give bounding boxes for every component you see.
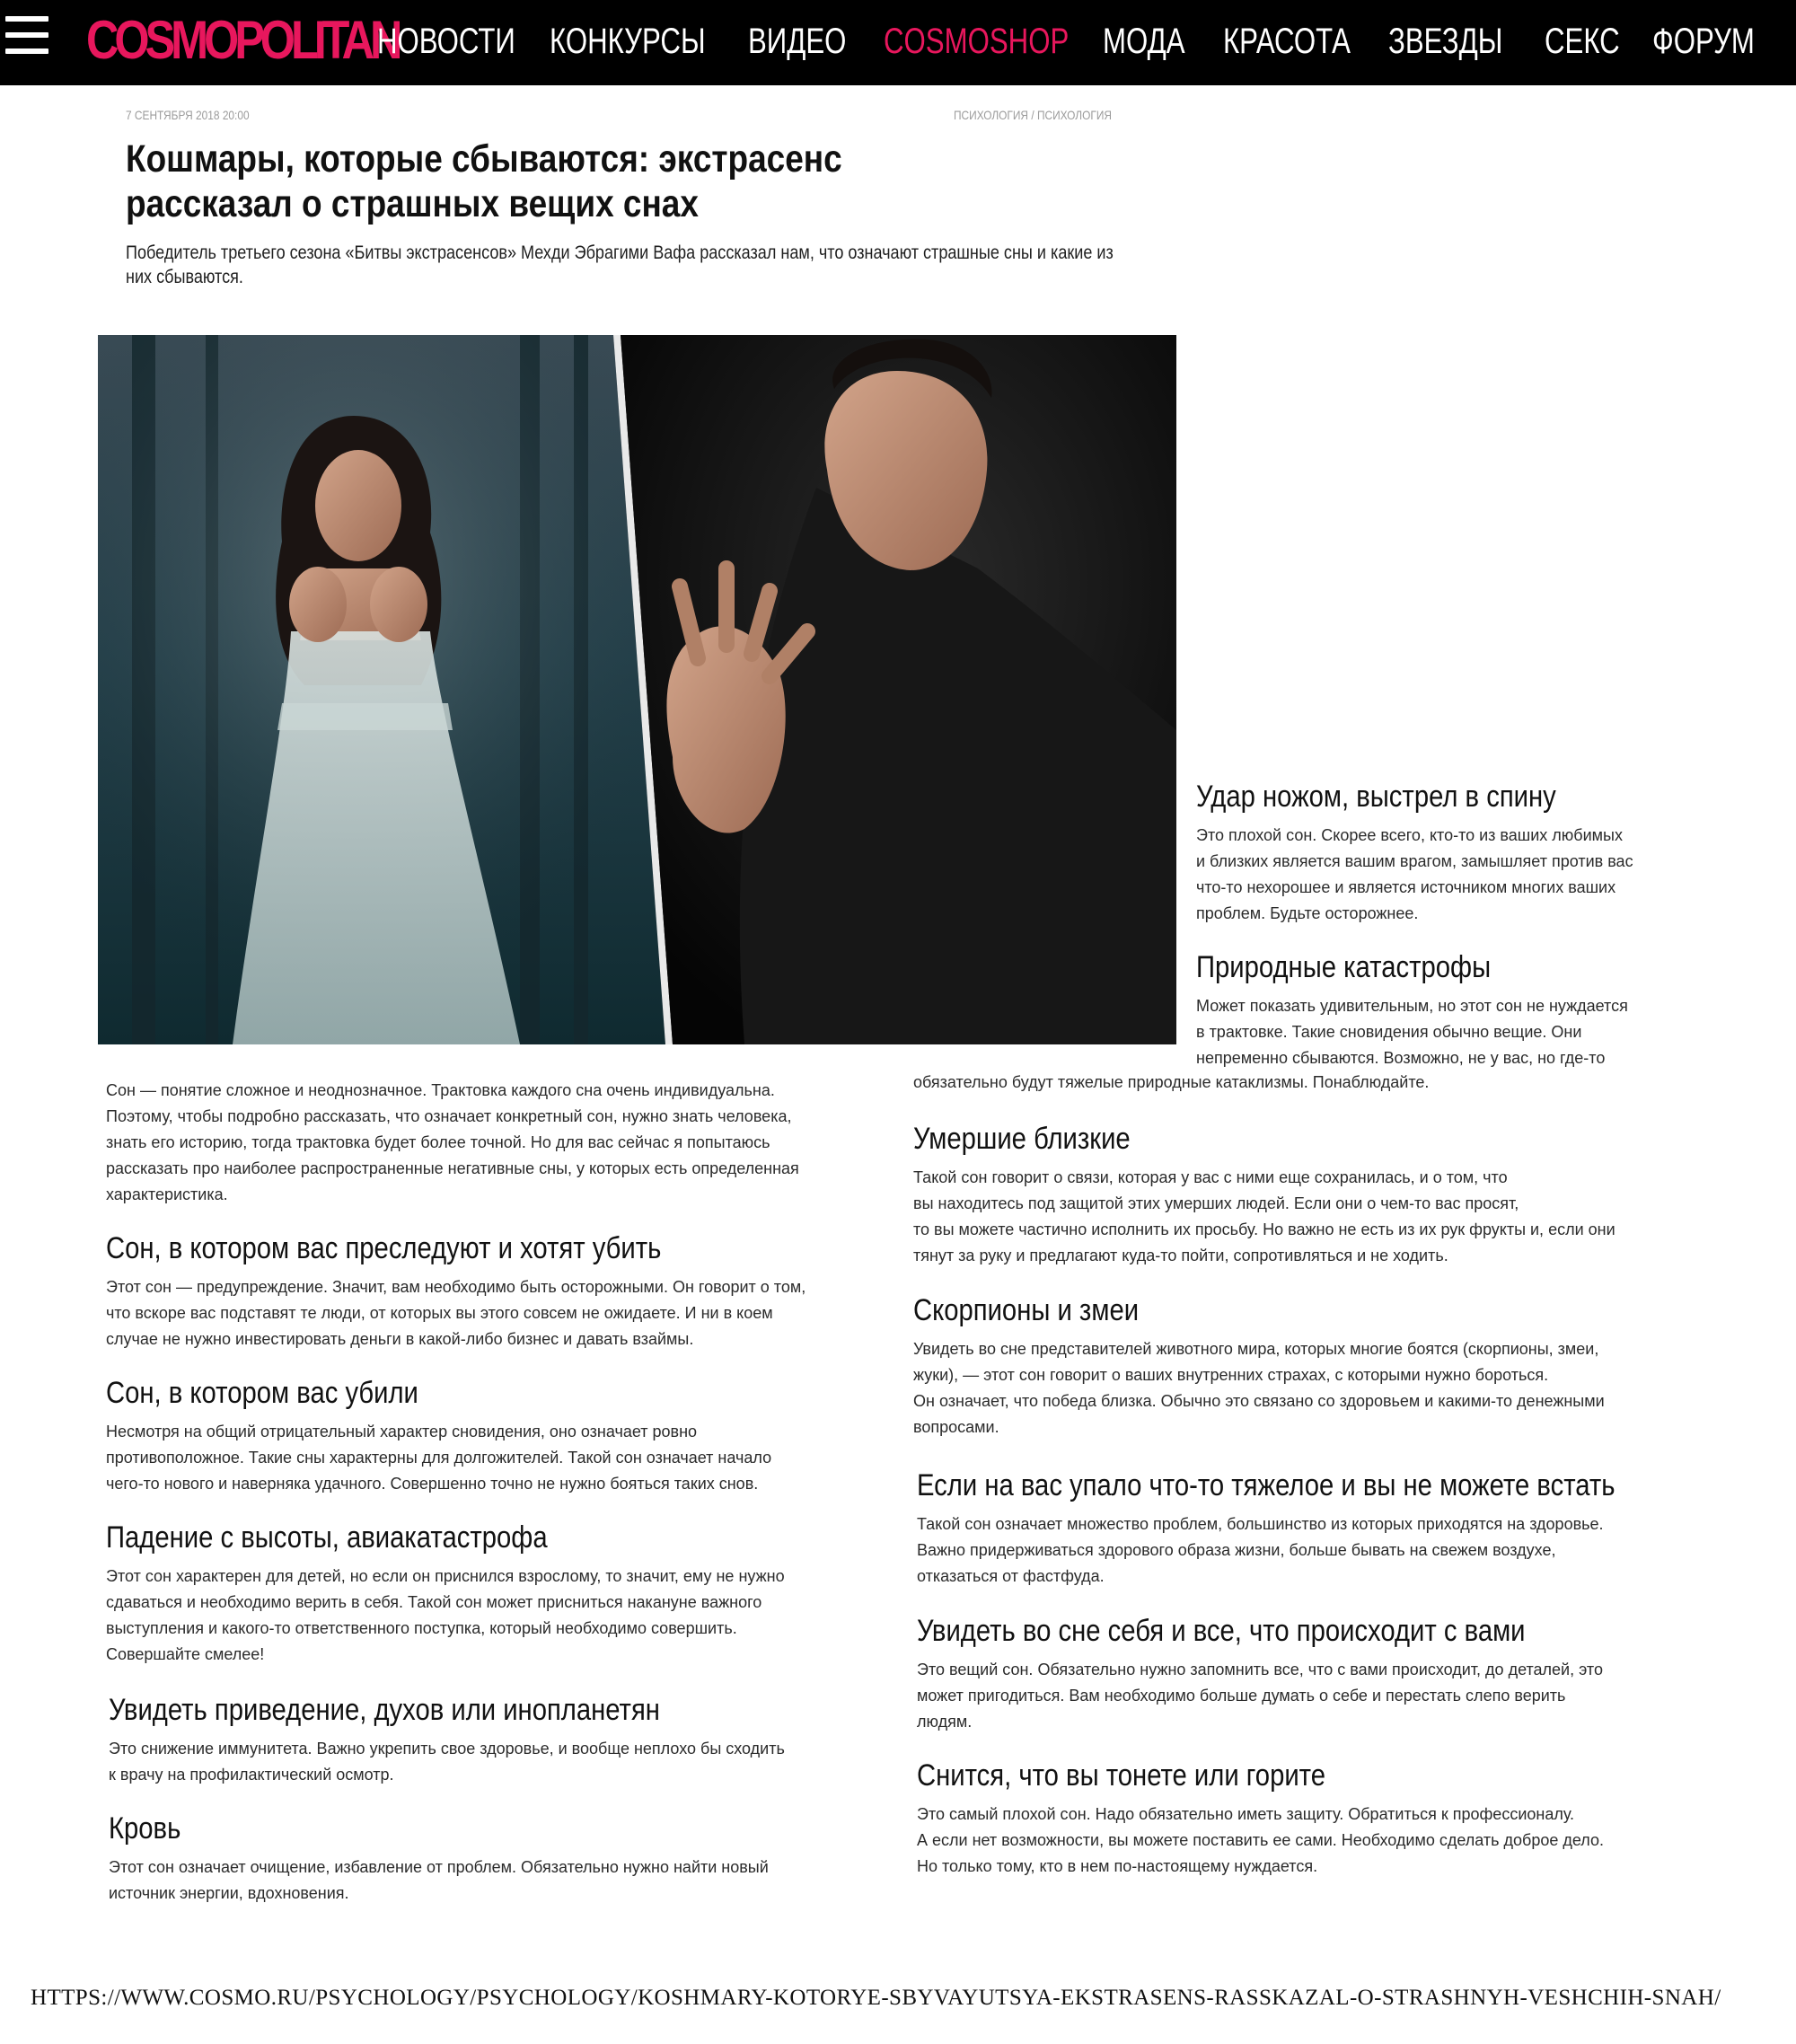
section-heading: Скорпионы и змеи: [913, 1293, 1140, 1327]
section-text: Это снижение иммунитета. Важно укрепить свое здоровье, и вообще неплохо бы сходить к врачу на профилактический осмотр.: [109, 1740, 785, 1784]
nav-item-stars[interactable]: ЗВЕЗДЫ: [1388, 22, 1503, 61]
section-heading: Падение с высоты, авиакатастрофа: [106, 1520, 548, 1555]
section-disasters: [1196, 949, 1753, 1071]
section-self: [917, 1613, 1752, 1735]
nav-item-forum[interactable]: ФОРУМ: [1652, 22, 1755, 61]
section-text: Этот сон означает очищение, избавление от проблем. Обязательно нужно найти новый источник энергии, вдохновения.: [109, 1858, 769, 1902]
section-text: Такой сон означает множество проблем, большинство из которых приходятся на здоровье. Важно придерживаться здорового образа жизни, больше бывать на свежем воздухе, отказаться от фастфуда.: [917, 1515, 1604, 1585]
section-text: Это самый плохой сон. Надо обязательно иметь защиту. Обратиться к профессионалу. А если нет возможности, вы можете поставить ее сами. Необходимо сделать доброе дело. Но только тому, кто в нем по-настоящему нуждается.: [917, 1805, 1605, 1875]
section-ghosts: [109, 1692, 881, 1788]
section-dead-relatives: [913, 1121, 1748, 1269]
section-text: Может показать удивительным, но этот сон не нуждается в трактовке. Такие сновидения обычно вещие. Они непременно сбываются. Возможно, не у вас, но где-то: [1196, 997, 1628, 1067]
section-text: Это вещий сон. Обязательно нужно запомнить все, что с вами происходит, до деталей, это может пригодиться. Вам необходимо больше думать о себе и перестать слепо верить людям.: [917, 1661, 1603, 1731]
section-text: Этот сон характерен для детей, но если он приснился взрослому, то значит, ему не нужно сдаваться и необходимо верить в себя. Такой сон может присниться накануне важного выступления и какого-то ответственного поступка, который необходимо совершить. Совершайте смелее!: [106, 1567, 785, 1663]
section-text: Несмотря на общий отрицательный характер сновидения, оно означает ровно противоположное. Такие сны характерны для долгожителей. Такой сон означает начало чего-то нового и наверняка удачного. Совершенно точно не нужно бояться таких снов.: [106, 1423, 772, 1493]
breadcrumb-separator: /: [1031, 108, 1034, 122]
section-scorpions: [913, 1292, 1748, 1440]
nav-item-news[interactable]: НОВОСТИ: [377, 22, 515, 61]
nav-item-fashion[interactable]: МОДА: [1103, 22, 1185, 61]
section-heading: Удар ножом, выстрел в спину: [1196, 780, 1556, 814]
menu-icon[interactable]: [5, 16, 48, 54]
section-drowning: [917, 1758, 1752, 1880]
section-heading: Природные катастрофы: [1196, 950, 1492, 984]
top-navigation-bar: [0, 0, 1796, 85]
section-heading: Если на вас упало что-то тяжелое и вы не можете встать: [917, 1468, 1616, 1502]
section-heading: Снится, что вы тонете или горите: [917, 1758, 1325, 1793]
breadcrumb-link-subsection[interactable]: ПСИХОЛОГИЯ: [1036, 108, 1112, 122]
nav-item-contests[interactable]: КОНКУРСЫ: [550, 22, 706, 61]
section-heavy-object: [917, 1467, 1752, 1590]
article-title: Кошмары, которые сбываются: экстрасенс рассказал о страшных вещих снах: [126, 137, 842, 225]
section-heading: Увидеть во сне себя и все, что происходит с вами: [917, 1614, 1526, 1648]
nav-item-video[interactable]: ВИДЕО: [748, 22, 847, 61]
section-text: Этот сон — предупреждение. Значит, вам необходимо быть осторожными. Он говорит о том, что вскоре вас подставят те люди, от которых вы этого совсем не ожидаете. И ни в коем случае не нужно инвестировать деньги в какой-либо бизнес и давать взаймы.: [106, 1278, 806, 1348]
page-url: HTTPS://WWW.COSMO.RU/PSYCHOLOGY/PSYCHOLOGY/KOSHMARY-KOTORYE-SBYVAYUTSYA-EKSTRASENS-RASSKAZAL-O-STRASHNYH-VESHCHIH-SNAH/: [31, 1986, 1721, 2010]
section-disasters-continued: [913, 1070, 1748, 1096]
section-heading: Умершие близкие: [913, 1122, 1131, 1156]
intro-text: Сон — понятие сложное и неоднозначное. Трактовка каждого сна очень индивидуальна. Поэтому, чтобы подробно рассказать, что означает конкретный сон, нужно знать человека, знать его историю, тогда трактовка будет более точной. Но для вас сейчас я попытаюсь рассказать про наиболее распространенные негативные сны, у которых есть определенная характеристика.: [106, 1081, 799, 1203]
section-heading: Увидеть приведение, духов или инопланетян: [109, 1693, 660, 1727]
section-text: Такой сон говорит о связи, которая у вас с ними еще сохранилась, и о том, что вы находитесь под защитой этих умерших людей. Если они о чем-то вас просят, то вы можете частично исполнить их просьбу. Но важно не есть из их рук фрукты и, если они тянут за руку и предлагают куда-то пойти, сопротивляться и не ходить.: [913, 1168, 1616, 1264]
section-text: обязательно будут тяжелые природные катаклизмы. Понаблюдайте.: [913, 1073, 1430, 1091]
section-heading: Сон, в котором вас преследуют и хотят убить: [106, 1231, 662, 1265]
section-chased: [106, 1230, 878, 1352]
publish-date: 7 СЕНТЯБРЯ 2018 20:00: [126, 108, 250, 122]
nav-item-sex[interactable]: СЕКС: [1545, 22, 1620, 61]
section-blood: [109, 1811, 881, 1907]
article-lead: Победитель третьего сезона «Битвы экстрасенсов» Мехди Эбрагими Вафа рассказал нам, что означают страшные сны и какие из них сбываются.: [126, 242, 1114, 287]
breadcrumb-link-section[interactable]: ПСИХОЛОГИЯ: [954, 108, 1029, 122]
section-knife: [1196, 779, 1753, 927]
section-text: Это плохой сон. Скорее всего, кто-то из ваших любимых и близких является вашим врагом, замышляет против вас что-то нехорошее и является источником многих ваших проблем. Будьте осторожнее.: [1196, 826, 1633, 922]
section-heading: Сон, в котором вас убили: [106, 1376, 418, 1410]
nav-item-beauty[interactable]: КРАСОТА: [1223, 22, 1351, 61]
cosmopolitan-logo[interactable]: COSMOPOLITAN: [86, 10, 399, 70]
breadcrumb: [954, 108, 1112, 122]
nav-item-cosmoshop[interactable]: COSMOSHOP: [884, 22, 1070, 61]
section-falling: [106, 1520, 878, 1668]
section-heading: Кровь: [109, 1811, 181, 1846]
section-killed: [106, 1375, 878, 1497]
intro-section: [106, 1078, 878, 1208]
hero-image: [98, 335, 1176, 1044]
section-text: Увидеть во сне представителей животного мира, которых многие боятся (скорпионы, змеи, жуки), — этот сон говорит о ваших внутренних страхах, с которыми нужно бороться. Он означает, что победа близка. Обычно это связано со здоровьем и какими-то денежными вопросами.: [913, 1340, 1605, 1436]
